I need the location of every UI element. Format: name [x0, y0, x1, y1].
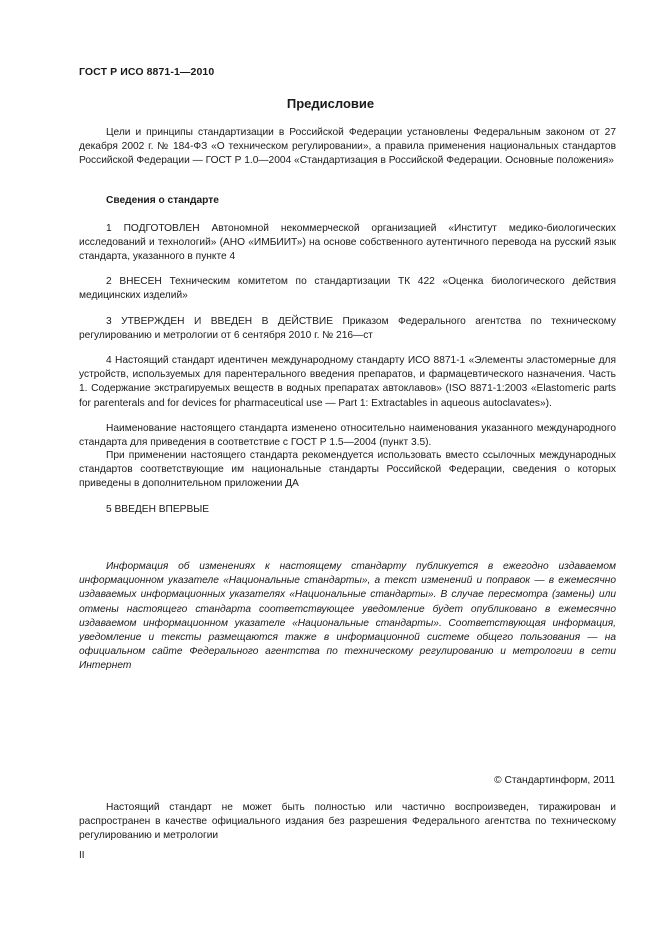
changes-notice: Информация об изменениях к настоящему стандарту публикуется в ежегодно издаваемом информационном указателе «Национальные стандарты», а текст изменений и поправок — в ежемесячно издаваемых информационных указателях «Национальные стандарты». В случае пересмотра (замены) или отмены настоящего стандарта соответствующее уведомление будет опубликовано в ежемесячно издаваемом информационном указателе «Национальные стандарты». Соответствующая информация, уведомление и тексты размещаются также в информационной системе общего пользования — на официальном сайте Федерального агентства по техническому регулированию и метрологии в сети Интернет	[79, 561, 616, 672]
item-1-prepared: 1 ПОДГОТОВЛЕН Автономной некоммерческой организацией «Институт медико-биологических исследований и технологий» (АНО «ИМБИИТ») на основе собственного аутентичного перевода на русский язык стандарта, указанного в пункте 4	[79, 223, 616, 263]
intro-paragraph: Цели и принципы стандартизации в Российской Федерации установлены Федеральным законом от 27 декабря 2002 г. № 184-ФЗ «О техническом регулировании», а правила применения национальных стандартов Российской Федерации — ГОСТ Р 1.0—2004 «Стандартизация в Российской Федерации. Основные положения»	[79, 127, 616, 167]
document-code-header: ГОСТ Р ИСО 8871-1—2010	[79, 66, 215, 78]
item-2-submitted: 2 ВНЕСЕН Техническим комитетом по стандартизации ТК 422 «Оценка биологического действия медицинских изделий»	[79, 276, 616, 302]
section-subheading: Сведения о стандарте	[106, 195, 219, 206]
copyright-line: © Стандартинформ, 2011	[494, 775, 615, 786]
page-number: II	[79, 850, 85, 861]
item-4-name-change: Наименование настоящего стандарта изменено относительно наименования указанного международного стандарта для приведения в соответствие с ГОСТ Р 1.5—2004 (пункт 3.5).	[79, 423, 616, 449]
item-4-identity: 4 Настоящий стандарт идентичен международному стандарту ИСО 8871-1 «Элементы эластомерные для устройств, используемых для парентерального введения препаратов, и фармацевтического назначения. Часть 1. Содержание экстрагируемых веществ в водных препаратах автоклавов» (ISO 8871-1:2003 «Elastomeric parts for parenterals and for devices for pharmaceutical use — Part 1: Extractables in aqueous autoclavates»).	[79, 355, 616, 409]
item-5-introduced: 5 ВВЕДЕН ВПЕРВЫЕ	[106, 504, 210, 515]
page-title: Предисловие	[286, 96, 375, 111]
item-4-references: При применении настоящего стандарта рекомендуется использовать вместо ссылочных международных стандартов соответствующие им национальные стандарты Российской Федерации, сведения о которых приведены в дополнительном приложении ДА	[79, 450, 616, 490]
rights-notice: Настоящий стандарт не может быть полностью или частично воспроизведен, тиражирован и распространен в качестве официального издания без разрешения Федерального агентства по техническому регулированию и метрологии	[79, 802, 616, 842]
item-3-approved: 3 УТВЕРЖДЕН И ВВЕДЕН В ДЕЙСТВИЕ Приказом Федерального агентства по техническому регулированию и метрологии от 6 сентября 2010 г. № 216—ст	[79, 316, 616, 342]
